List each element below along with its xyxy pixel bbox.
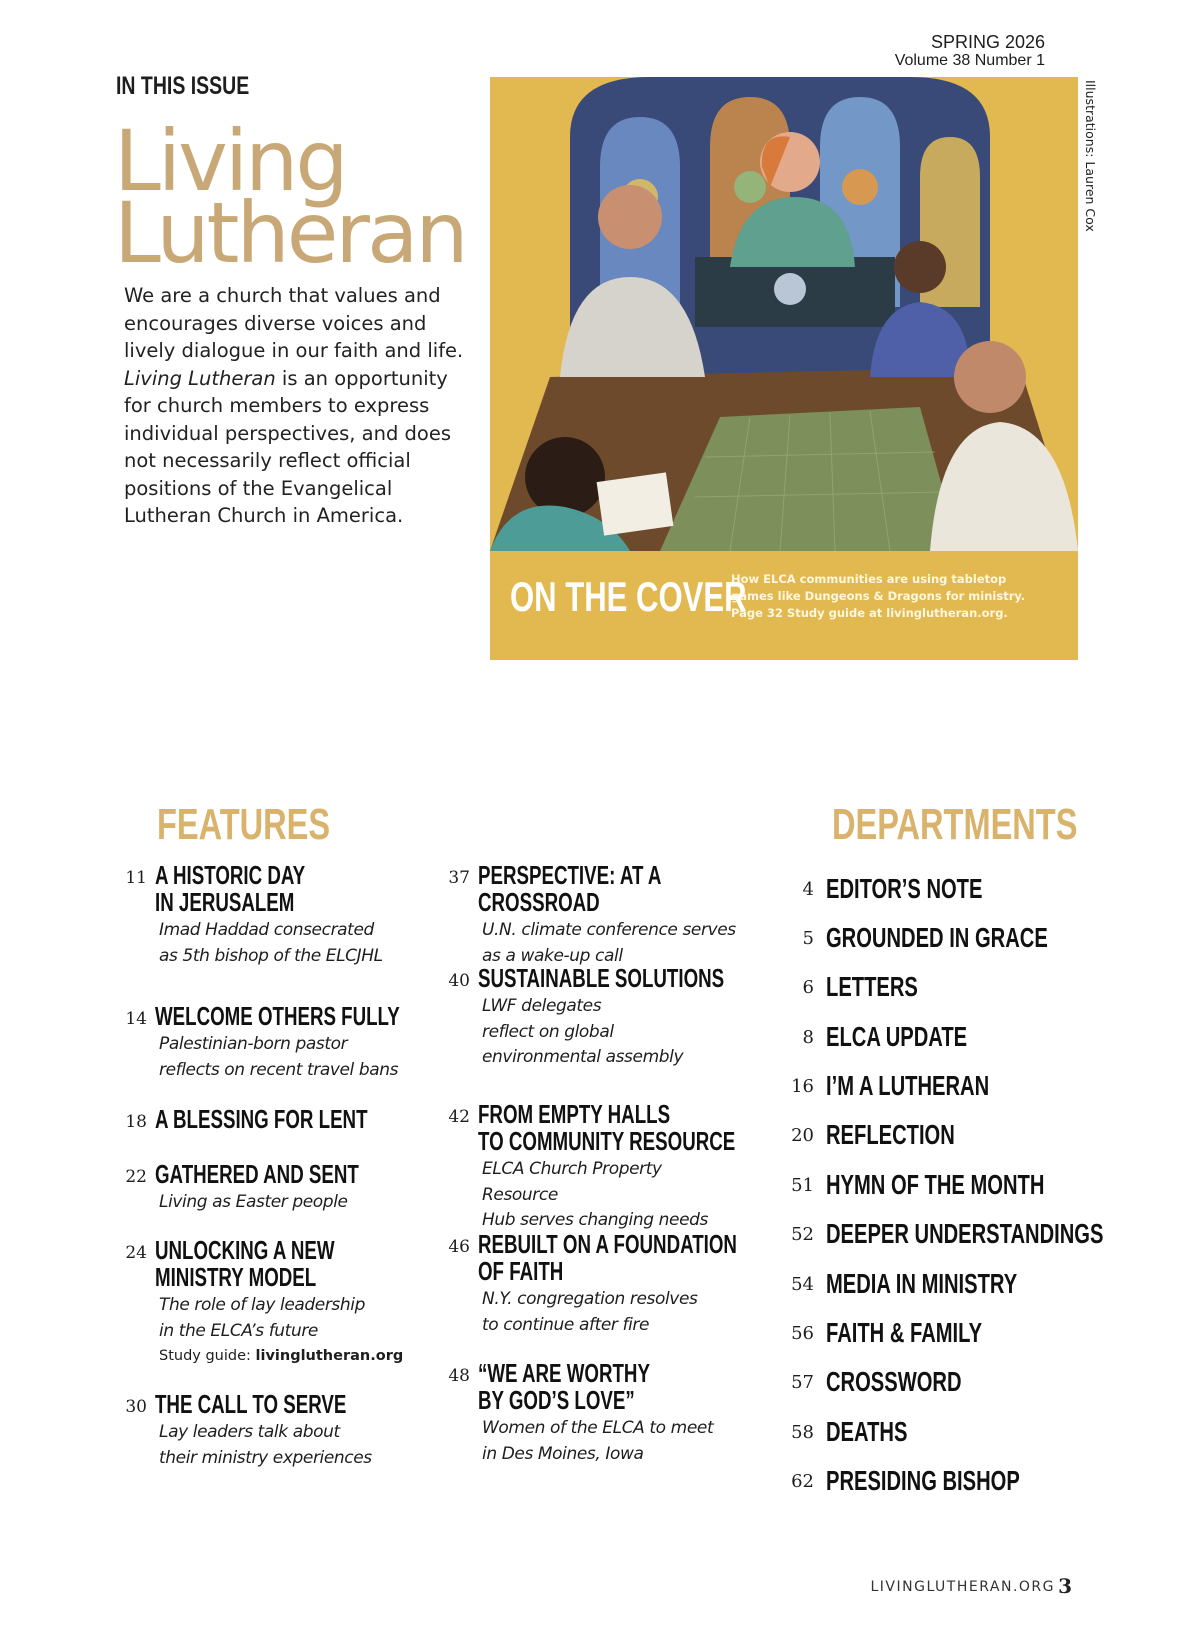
intro-text-2: is an opportunity for church members to express individual perspectives, and does not necessarily reflect official positions of the Evangelical Lutheran Church in America. xyxy=(124,366,451,527)
page-number: 16 xyxy=(791,1076,814,1097)
department-title: LETTERS xyxy=(826,971,918,1002)
department-item[interactable] xyxy=(778,1214,1108,1254)
department-title: MEDIA IN MINISTRY xyxy=(826,1268,1018,1299)
feature-description: The role of lay leadership in the ELCA’s future xyxy=(159,1295,365,1341)
page-number: 58 xyxy=(791,1422,814,1443)
department-title: DEEPER UNDERSTANDINGS xyxy=(826,1218,1104,1249)
feature-item[interactable] xyxy=(440,862,740,969)
feature-item[interactable] xyxy=(117,1161,417,1216)
feature-item[interactable] xyxy=(440,1101,740,1234)
department-item[interactable] xyxy=(778,1313,1108,1353)
feature-item[interactable] xyxy=(440,965,740,1071)
department-item[interactable] xyxy=(778,1461,1108,1501)
cover-artwork xyxy=(490,77,1078,551)
page-number: 42 xyxy=(448,1107,470,1127)
feature-description: Women of the ELCA to meet in Des Moines, Iowa xyxy=(482,1418,714,1464)
department-title: ELCA UPDATE xyxy=(826,1021,968,1052)
feature-description: Palestinian-born pastor reflects on recent travel bans xyxy=(159,1034,399,1080)
feature-item[interactable] xyxy=(117,1237,417,1364)
study-guide-link[interactable]: livinglutheran.org xyxy=(255,1348,404,1364)
page-number: 37 xyxy=(448,868,470,888)
intro-paragraph xyxy=(124,282,474,530)
feature-title: UNLOCKING A NEW MINISTRY MODEL xyxy=(155,1235,335,1292)
feature-description: U.N. climate conference serves as a wake-up call xyxy=(482,920,736,966)
page-number: 5 xyxy=(802,928,814,949)
on-the-cover-title: ON THE COVER xyxy=(510,573,747,620)
feature-item[interactable] xyxy=(440,1231,740,1338)
features-heading: FEATURES xyxy=(157,800,331,849)
issue-volume: Volume 38 Number 1 xyxy=(894,52,1045,69)
department-title: FAITH & FAMILY xyxy=(826,1317,983,1348)
page-number: 54 xyxy=(791,1274,814,1295)
department-title: PRESIDING BISHOP xyxy=(826,1465,1020,1496)
department-title: HYMN OF THE MONTH xyxy=(826,1169,1045,1200)
footer-url[interactable]: LIVINGLUTHERAN.ORG xyxy=(870,1579,1055,1595)
department-item[interactable] xyxy=(778,1362,1108,1402)
issue-date: SPRING 2026 xyxy=(930,32,1045,52)
logo-living: Living xyxy=(114,112,346,210)
feature-title: A HISTORIC DAY IN JERUSALEM xyxy=(155,860,306,917)
page-number: 56 xyxy=(791,1323,814,1344)
page-number: 62 xyxy=(791,1471,814,1492)
feature-description: Imad Haddad consecrated as 5th bishop of the ELCJHL xyxy=(159,920,383,966)
feature-title: REBUILT ON A FOUNDATION OF FAITH xyxy=(478,1229,737,1286)
feature-item[interactable] xyxy=(440,1360,740,1467)
department-item[interactable] xyxy=(778,1115,1108,1155)
feature-item[interactable] xyxy=(117,1391,417,1471)
page-number: 40 xyxy=(448,971,470,991)
department-title: I’M A LUTHERAN xyxy=(826,1070,990,1101)
page-number: 24 xyxy=(125,1243,147,1263)
department-item[interactable] xyxy=(778,1264,1108,1304)
study-guide-label: Study guide: xyxy=(159,1348,256,1364)
department-item[interactable] xyxy=(778,1066,1108,1106)
page-number: 52 xyxy=(791,1224,814,1245)
feature-title: A BLESSING FOR LENT xyxy=(155,1104,368,1134)
department-item[interactable] xyxy=(778,1165,1108,1205)
feature-description: LWF delegates reflect on global environmental assembly xyxy=(482,996,684,1067)
department-item[interactable] xyxy=(778,1017,1108,1057)
logo-lutheran: Lutheran xyxy=(114,184,466,282)
department-title: GROUNDED IN GRACE xyxy=(826,922,1048,953)
intro-italic: Living Lutheran xyxy=(124,366,276,390)
department-item[interactable] xyxy=(778,967,1108,1007)
page-number: 14 xyxy=(125,1009,147,1029)
feature-title: “WE ARE WORTHY BY GOD’S LOVE” xyxy=(478,1358,650,1415)
feature-item[interactable] xyxy=(117,1106,417,1133)
department-item[interactable] xyxy=(778,1412,1108,1452)
page-number: 20 xyxy=(791,1125,814,1146)
page-number: 4 xyxy=(802,879,814,900)
page-number: 6 xyxy=(802,977,814,998)
page-number: 8 xyxy=(802,1027,814,1048)
department-title: EDITOR’S NOTE xyxy=(826,873,983,904)
cover-caption-band xyxy=(490,551,1078,660)
department-item[interactable] xyxy=(778,918,1108,958)
page-number: 30 xyxy=(125,1397,147,1417)
department-item[interactable] xyxy=(778,869,1108,909)
page-number: 46 xyxy=(448,1237,470,1257)
feature-description: ELCA Church Property Resource Hub serves changing needs xyxy=(482,1159,708,1230)
feature-title: GATHERED AND SENT xyxy=(155,1159,359,1189)
intro-text-1: We are a church that values and encourages diverse voices and lively dialogue in our faith and life. xyxy=(124,284,464,362)
page-number: 48 xyxy=(448,1366,470,1386)
feature-title: PERSPECTIVE: AT A CROSSROAD xyxy=(478,860,661,917)
feature-item[interactable] xyxy=(117,862,417,969)
page-number: 18 xyxy=(125,1112,147,1132)
page-number: 51 xyxy=(791,1175,814,1196)
page-number-footer: 3 xyxy=(1058,1574,1072,1598)
feature-title: SUSTAINABLE SOLUTIONS xyxy=(478,963,725,993)
feature-title: FROM EMPTY HALLS TO COMMUNITY RESOURCE xyxy=(478,1099,736,1156)
department-title: CROSSWORD xyxy=(826,1366,962,1397)
feature-description: Living as Easter people xyxy=(159,1192,348,1212)
feature-item[interactable] xyxy=(117,1003,417,1083)
page-number: 22 xyxy=(125,1167,147,1187)
departments-heading: DEPARTMENTS xyxy=(832,800,1078,849)
in-this-issue-label: IN THIS ISSUE xyxy=(116,72,250,100)
department-title: REFLECTION xyxy=(826,1119,955,1150)
page-number: 57 xyxy=(791,1372,814,1393)
illustration-credit: Illustrations: Lauren Cox xyxy=(1083,80,1098,232)
page-number: 11 xyxy=(125,868,147,888)
feature-title: WELCOME OTHERS FULLY xyxy=(155,1001,400,1031)
feature-description: N.Y. congregation resolves to continue after fire xyxy=(482,1289,698,1335)
cover-illustration xyxy=(490,77,1078,660)
feature-description: Lay leaders talk about their ministry experiences xyxy=(159,1422,372,1468)
study-guide-note xyxy=(159,1348,417,1364)
feature-title: THE CALL TO SERVE xyxy=(155,1389,347,1419)
department-title: DEATHS xyxy=(826,1416,908,1447)
cover-caption: How ELCA communities are using tabletop games like Dungeons & Dragons for ministry. Page 32 Study guide at livinglutheran.org. xyxy=(731,572,1026,620)
